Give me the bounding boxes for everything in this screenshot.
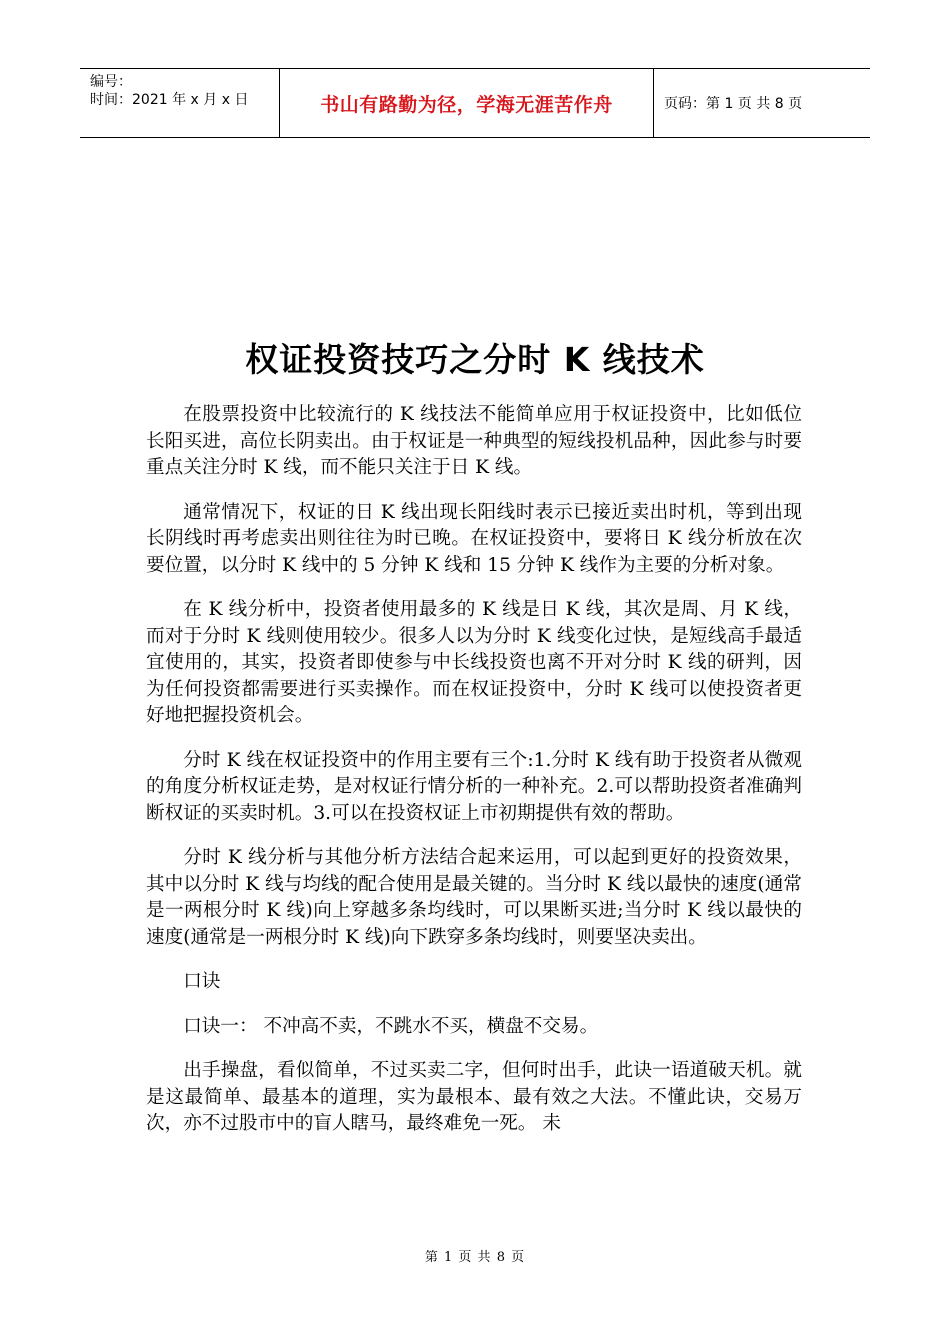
header-page-info: 页码：第 1 页 共 8 页 (664, 96, 803, 112)
header-motto: 书山有路勤为径，学海无涯苦作舟 (280, 69, 654, 137)
paragraph: 通常情况下，权证的日 K 线出现长阳线时表示已接近卖出时机，等到出现长阴线时再考虑卖出则往往为时已晚。在权证投资中，要将日 K 线分析放在次要位置，以分时 K 线中的 5 分钟 K 线和 15 分钟 K 线作为主要的分析对象。 (146, 501, 802, 576)
page-footer: 第 1 页 共 8 页 (424, 1250, 526, 1265)
header-meta (80, 69, 280, 137)
section-heading: 口诀 (183, 971, 221, 992)
paragraph: 分时 K 线在权证投资中的作用主要有三个:1.分时 K 线有助于投资者从微观的角度分析权证走势，是对权证行情分析的一种补充。2.可以帮助投资者准确判断权证的买卖时机。3.可以在投资权证上市初期提供有效的帮助。 (146, 749, 802, 824)
paragraph: 在 K 线分析中，投资者使用最多的 K 线是日 K 线，其次是周、月 K 线，而对于分时 K 线则使用较少。很多人以为分时 K 线变化过快，是短线高手最适宜使用的，其实，投资者即使参与中长线投资也离不开对分时 K 线的研判，因为任何投资都需要进行买卖操作。而在权证投资中，分时 K 线可以使投资者更好地把握投资机会。 (146, 599, 802, 726)
paragraph: 在股票投资中比较流行的 K 线技法不能简单应用于权证投资中，比如低位长阳买进，高位长阴卖出。由于权证是一种典型的短线投机品种，因此参与时要重点关注分时 K 线，而不能只关注于日 K 线。 (146, 404, 802, 478)
document-body (146, 402, 802, 1156)
paragraph: 分时 K 线分析与其他分析方法结合起来运用，可以起到更好的投资效果，其中以分时 K 线与均线的配合使用是最关键的。当分时 K 线以最快的速度(通常是一两根分时 K 线)向上穿越多条均线时，可以果断买进;当分时 K 线以最快的速度(通常是一两根分时 K 线)向下跌穿多条均线时，则要坚决卖出。 (146, 847, 802, 948)
document-date: 时间：2021 年 x 月 x 日 (90, 92, 249, 108)
paragraph: 口诀一： 不冲高不卖，不跳水不买，横盘不交易。 (183, 1015, 599, 1037)
document-title: 权证投资技巧之分时 K 线技术 (245, 340, 705, 379)
page-header (80, 68, 870, 138)
paragraph: 出手操盘，看似简单，不过买卖二字，但何时出手，此诀一语道破天机。就是这最简单、最基本的道理，实为最根本、最有效之大法。不懂此诀，交易万次，亦不过股市中的盲人瞎马，最终难免一死。 未 (146, 1060, 802, 1134)
document-number-label: 编号： (90, 74, 132, 90)
